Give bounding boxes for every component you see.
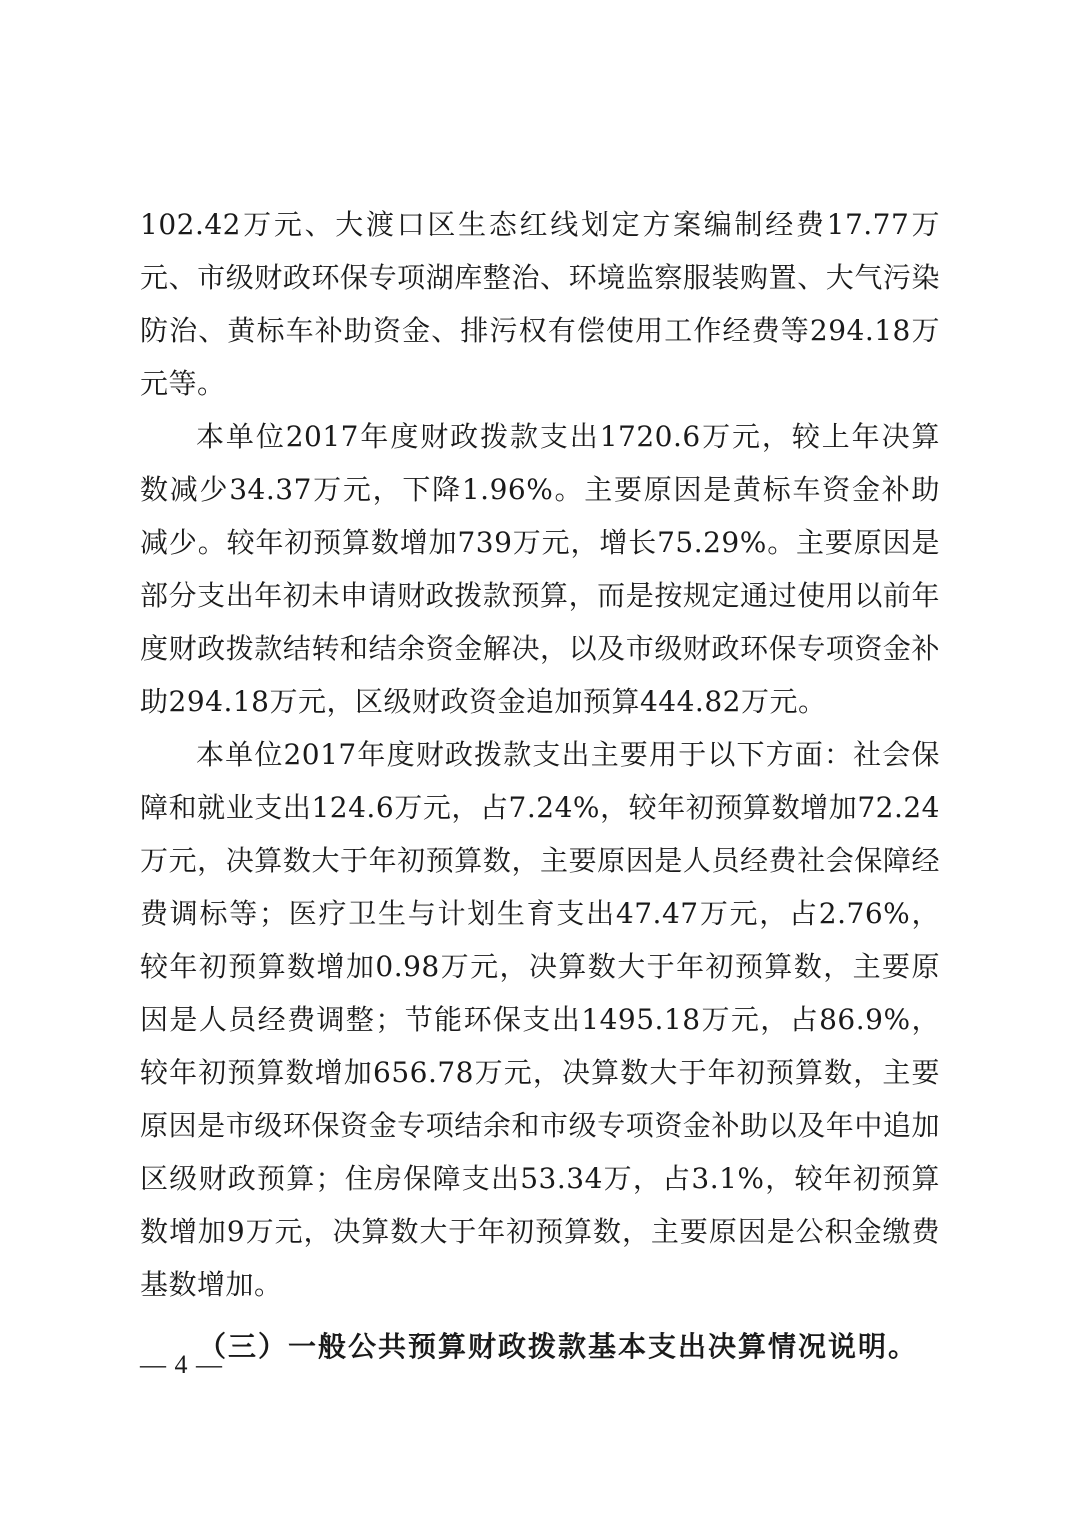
paragraph-continued: 102.42万元、大渡口区生态红线划定方案编制经费17.77万元、市级财政环保专项湖库整治、环境监察服装购置、大气污染防治、黄标车补助资金、排污权有偿使用工作经费等294.18万元等。 — [140, 208, 940, 400]
paragraph-expenditure-breakdown: 本单位2017年度财政拨款支出主要用于以下方面：社会保障和就业支出124.6万元，占7.24%，较年初预算数增加72.24万元，决算数大于年初预算数，主要原因是人员经费社会保障经费调标等；医疗卫生与计划生育支出47.47万元，占2.76%，较年初预算数增加0.98万元，决算数大于年初预算数，主要原因是人员经费调整；节能环保支出1495.18万元，占86.9%，较年初预算数增加656.78万元，决算数大于年初预算数，主要原因是市级环保资金专项结余和市级专项资金补助以及年中追加区级财政预算；住房保障支出53.34万，占3.1%，较年初预算数增加9万元，决算数大于年初预算数，主要原因是公积金缴费基数增加。 — [140, 738, 940, 1301]
section-heading: （三）一般公共预算财政拨款基本支出决算情况说明。 — [198, 1330, 919, 1363]
paragraph-fiscal-expenditure: 本单位2017年度财政拨款支出1720.6万元，较上年决算数减少34.37万元，下降1.96%。主要原因是黄标车资金补助减少。较年初预算数增加739万元，增长75.29%。主要原因是部分支出年初未申请财政拨款预算，而是按规定通过使用以前年度财政拨款结转和结余资金解决，以及市级财政环保专项资金补助294.18万元，区级财政资金追加预算444.82万元。 — [140, 420, 940, 718]
page-number: — 4 — — [140, 1350, 223, 1379]
body-text — [140, 198, 940, 1373]
